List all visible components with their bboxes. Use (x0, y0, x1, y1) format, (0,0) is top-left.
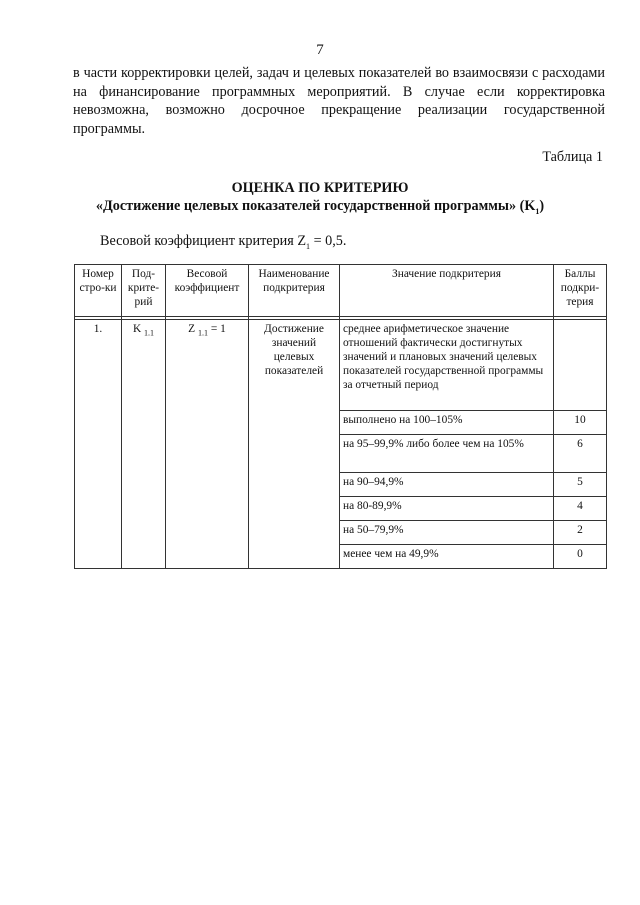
weight-text: Z (188, 323, 196, 335)
cell-weight (166, 320, 249, 569)
header-subcriterion: Под-крите-рий (122, 265, 166, 317)
cell-value: среднее арифметическое значение отношений фактически достигнутых значений и плановых значений целевых показателей государственной программы за отчетный период (340, 320, 554, 411)
heading-subtitle-end: ) (539, 198, 545, 214)
cell-value: выполнено на 100–105% (340, 411, 554, 435)
heading-title: ОЦЕНКА ПО КРИТЕРИЮ (231, 180, 409, 196)
header-weight: Весовой коэффициент (166, 265, 249, 317)
header-row-number: Номер стро-ки (75, 265, 122, 317)
criterion-weight-sub: 1 (306, 241, 311, 251)
cell-score: 10 (554, 411, 607, 435)
header-value: Значение подкритерия (340, 265, 554, 317)
cell-score: 2 (554, 521, 607, 545)
weight-value: = 1 (208, 323, 226, 335)
cell-value: на 95–99,9% либо более чем на 105% (340, 435, 554, 473)
table-label: Таблица 1 (542, 149, 603, 165)
cell-score: 0 (554, 545, 607, 569)
cell-score: 6 (554, 435, 607, 473)
table-header-row (75, 265, 607, 317)
cell-name: Достижение значений целевых показателей (249, 320, 340, 569)
criterion-weight (100, 233, 346, 251)
subcriterion-sub: 1.1 (144, 328, 155, 338)
heading-subtitle-sub: 1 (535, 206, 540, 216)
cell-value: на 80-89,9% (340, 497, 554, 521)
page-number: 7 (316, 42, 324, 58)
criterion-weight-value: = 0,5. (310, 233, 347, 249)
heading-subtitle-text: «Достижение целевых показателей государственной программы» (K (95, 198, 536, 214)
cell-score (554, 320, 607, 411)
cell-score: 5 (554, 473, 607, 497)
criterion-table (74, 264, 607, 569)
weight-sub: 1.1 (198, 328, 208, 338)
cell-value: на 90–94,9% (340, 473, 554, 497)
table-row (75, 320, 607, 411)
criterion-weight-text: Весовой коэффициент критерия Z (100, 233, 307, 249)
header-score: Баллы подкри-терия (554, 265, 607, 317)
cell-row-number: 1. (75, 320, 122, 569)
cell-value: на 50–79,9% (340, 521, 554, 545)
body-paragraph: в части корректировки целей, задач и целевых показателей во взаимосвязи с расходами на финансирование программных мероприятий. В случае если корректировка невозможна, возможно досрочное прекращение реализации государственной программы. (73, 65, 605, 137)
cell-value: менее чем на 49,9% (340, 545, 554, 569)
cell-subcriterion (122, 320, 166, 569)
cell-score: 4 (554, 497, 607, 521)
heading-subtitle (0, 198, 640, 216)
header-name: Наименование подкритерия (249, 265, 340, 317)
subcriterion-text: K (132, 323, 142, 335)
